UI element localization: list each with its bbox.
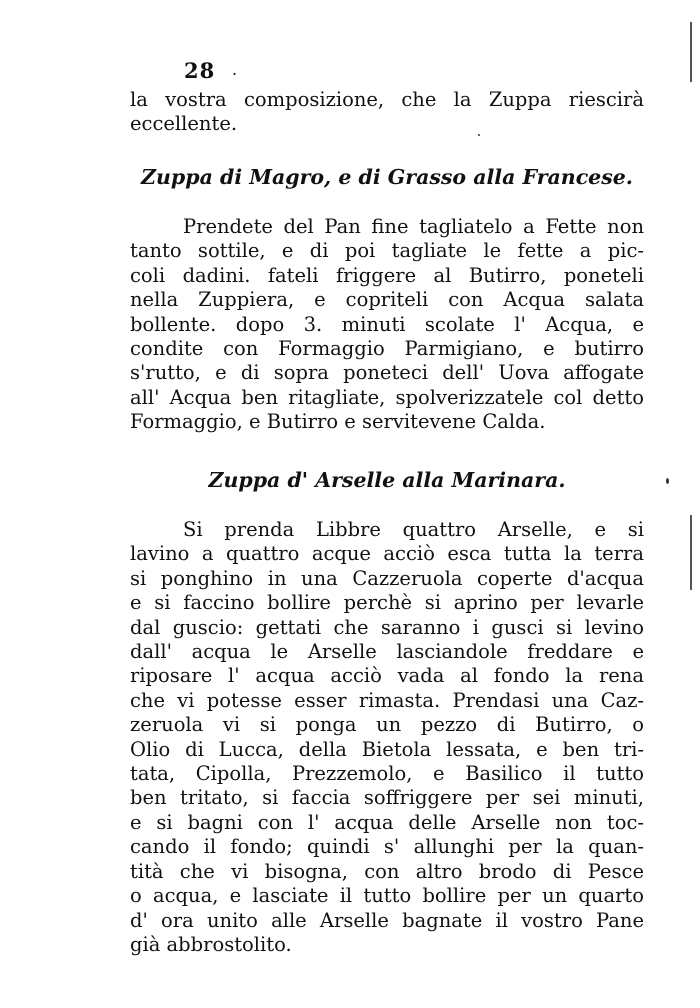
page-number: 28	[184, 58, 216, 83]
text-line: Olio di Lucca, della Bietola lessata, e ben tri-	[130, 737, 644, 761]
text-line: la vostra composizione, che la Zuppa riescirà	[130, 88, 644, 111]
continuation-paragraph	[130, 88, 644, 137]
recipe-title-zuppa-arselle: Zuppa d' Arselle alla Marinara.	[208, 468, 566, 492]
recipe-body-zuppa-francese	[130, 215, 644, 435]
text-line: s'rutto, e di sopra poneteci dell' Uova affogate	[130, 361, 644, 385]
text-line: e si bagni con l' acqua delle Arselle non toc-	[130, 810, 644, 834]
text-line: cando il fondo; quindi s' allunghi per la quan-	[130, 835, 644, 859]
text-line: o acqua, e lasciate il tutto bollire per un quarto	[130, 884, 644, 908]
text-line: bollente. dopo 3. minuti scolate l' Acqua, e	[130, 312, 644, 336]
page-number-mark: .	[232, 60, 238, 79]
text-line: d' ora unito alle Arselle bagnate il vostro Pane	[130, 908, 644, 932]
page-edge-line-lower	[690, 515, 692, 590]
text-line: e si faccino bollire perchè si aprino per levarle	[130, 591, 644, 615]
recipe-title-zuppa-francese: Zuppa di Magro, e di Grasso alla Francese.	[141, 165, 633, 189]
text-line: zeruola vi si ponga un pezzo di Butirro, o	[130, 713, 644, 737]
text-line: ben tritato, si faccia soffriggere per sei minuti,	[130, 786, 644, 810]
text-line: tanto sottile, e di poi tagliate le fette a pic-	[130, 239, 644, 263]
text-line: Prendete del Pan fine tagliatelo a Fette non	[183, 215, 644, 238]
text-line: dall' acqua le Arselle lasciandole freddare e	[130, 640, 644, 664]
text-line: condite con Formaggio Parmigiano, e butirro	[130, 337, 644, 361]
text-line: all' Acqua ben ritagliate, spolverizzatele col detto	[130, 385, 644, 409]
text-line: dal guscio: gettati che saranno i gusci si levino	[130, 615, 644, 639]
text-line: già abbrostolito.	[130, 932, 292, 956]
text-line: Si prenda Libbre quattro Arselle, e si	[183, 518, 644, 541]
text-line: eccellente.	[130, 112, 238, 136]
text-line: si ponghino in una Cazzeruola coperte d'acqua	[130, 566, 644, 590]
text-line: lavino a quattro acque acciò esca tutta la terra	[130, 542, 644, 566]
text-line: nella Zuppiera, e copriteli con Acqua salata	[130, 288, 644, 312]
text-line: coli dadini. fateli friggere al Butirro, poneteli	[130, 263, 644, 287]
text-line: che vi potesse esser rimasta. Prendasi una Caz-	[130, 688, 644, 712]
page-edge-line	[690, 22, 692, 82]
text-line: tità che vi bisogna, con altro brodo di Pesce	[130, 859, 644, 883]
text-line: Formaggio, e Butirro e servitevene Calda.	[130, 410, 546, 434]
text-line: riposare l' acqua acciò vada al fondo la rena	[130, 664, 644, 688]
text-line: tata, Cipolla, Prezzemolo, e Basilico il tutto	[130, 762, 644, 786]
recipe-body-zuppa-arselle	[130, 518, 644, 957]
ink-speck	[666, 478, 669, 484]
